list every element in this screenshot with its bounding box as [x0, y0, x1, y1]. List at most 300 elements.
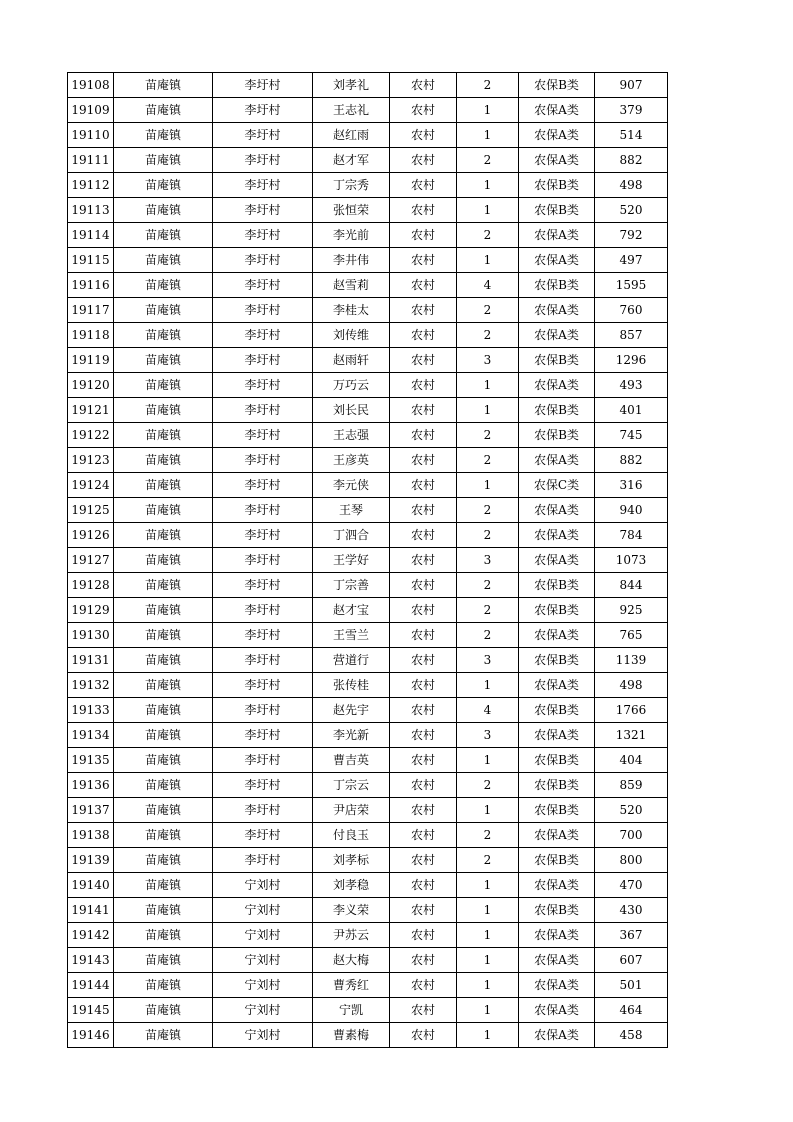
amount-cell: 520 [595, 198, 668, 223]
household-count-cell: 2 [457, 573, 519, 598]
table-row [68, 323, 668, 348]
area-type-cell: 农村 [390, 973, 457, 998]
village-cell: 李圩村 [213, 73, 313, 98]
village-cell: 李圩村 [213, 123, 313, 148]
area-type-cell: 农村 [390, 723, 457, 748]
village-cell: 李圩村 [213, 548, 313, 573]
record-id-cell: 19140 [68, 873, 114, 898]
amount-cell: 857 [595, 323, 668, 348]
record-id-cell: 19145 [68, 998, 114, 1023]
amount-cell: 1766 [595, 698, 668, 723]
area-type-cell: 农村 [390, 223, 457, 248]
name-cell: 刘孝礼 [313, 73, 390, 98]
area-type-cell: 农村 [390, 123, 457, 148]
record-id-cell: 19113 [68, 198, 114, 223]
record-id-cell: 19128 [68, 573, 114, 598]
name-cell: 赵先宇 [313, 698, 390, 723]
name-cell: 丁泗合 [313, 523, 390, 548]
town-cell: 苗庵镇 [114, 823, 213, 848]
table-row [68, 973, 668, 998]
area-type-cell: 农村 [390, 1023, 457, 1048]
table-row [68, 948, 668, 973]
record-id-cell: 19141 [68, 898, 114, 923]
table-row [68, 698, 668, 723]
area-type-cell: 农村 [390, 898, 457, 923]
town-cell: 苗庵镇 [114, 623, 213, 648]
village-cell: 李圩村 [213, 423, 313, 448]
record-id-cell: 19126 [68, 523, 114, 548]
record-id-cell: 19142 [68, 923, 114, 948]
household-count-cell: 1 [457, 173, 519, 198]
record-id-cell: 19110 [68, 123, 114, 148]
table-row [68, 773, 668, 798]
table-row [68, 423, 668, 448]
household-count-cell: 3 [457, 548, 519, 573]
amount-cell: 501 [595, 973, 668, 998]
town-cell: 苗庵镇 [114, 148, 213, 173]
area-type-cell: 农村 [390, 73, 457, 98]
village-cell: 李圩村 [213, 448, 313, 473]
town-cell: 苗庵镇 [114, 348, 213, 373]
table-row [68, 998, 668, 1023]
area-type-cell: 农村 [390, 323, 457, 348]
town-cell: 苗庵镇 [114, 298, 213, 323]
category-cell: 农保A类 [519, 1023, 595, 1048]
area-type-cell: 农村 [390, 923, 457, 948]
amount-cell: 367 [595, 923, 668, 948]
town-cell: 苗庵镇 [114, 698, 213, 723]
area-type-cell: 农村 [390, 673, 457, 698]
category-cell: 农保A类 [519, 998, 595, 1023]
record-id-cell: 19143 [68, 948, 114, 973]
name-cell: 刘孝标 [313, 848, 390, 873]
town-cell: 苗庵镇 [114, 523, 213, 548]
name-cell: 王琴 [313, 498, 390, 523]
category-cell: 农保A类 [519, 723, 595, 748]
record-id-cell: 19124 [68, 473, 114, 498]
name-cell: 赵才宝 [313, 598, 390, 623]
name-cell: 刘传维 [313, 323, 390, 348]
area-type-cell: 农村 [390, 298, 457, 323]
household-count-cell: 2 [457, 423, 519, 448]
amount-cell: 907 [595, 73, 668, 98]
amount-cell: 379 [595, 98, 668, 123]
table-row [68, 348, 668, 373]
amount-cell: 404 [595, 748, 668, 773]
record-id-cell: 19130 [68, 623, 114, 648]
record-id-cell: 19119 [68, 348, 114, 373]
town-cell: 苗庵镇 [114, 873, 213, 898]
category-cell: 农保B类 [519, 173, 595, 198]
record-id-cell: 19137 [68, 798, 114, 823]
category-cell: 农保B类 [519, 273, 595, 298]
table-row [68, 123, 668, 148]
household-count-cell: 2 [457, 523, 519, 548]
category-cell: 农保A类 [519, 973, 595, 998]
area-type-cell: 农村 [390, 873, 457, 898]
area-type-cell: 农村 [390, 98, 457, 123]
area-type-cell: 农村 [390, 823, 457, 848]
village-cell: 李圩村 [213, 848, 313, 873]
record-id-cell: 19144 [68, 973, 114, 998]
area-type-cell: 农村 [390, 748, 457, 773]
area-type-cell: 农村 [390, 523, 457, 548]
village-cell: 李圩村 [213, 198, 313, 223]
village-cell: 李圩村 [213, 148, 313, 173]
area-type-cell: 农村 [390, 198, 457, 223]
name-cell: 李桂太 [313, 298, 390, 323]
record-id-cell: 19112 [68, 173, 114, 198]
table-row [68, 748, 668, 773]
area-type-cell: 农村 [390, 948, 457, 973]
household-count-cell: 1 [457, 398, 519, 423]
area-type-cell: 农村 [390, 448, 457, 473]
amount-cell: 493 [595, 373, 668, 398]
name-cell: 王志礼 [313, 98, 390, 123]
record-id-cell: 19132 [68, 673, 114, 698]
record-id-cell: 19129 [68, 598, 114, 623]
household-count-cell: 4 [457, 273, 519, 298]
village-cell: 李圩村 [213, 573, 313, 598]
name-cell: 王志强 [313, 423, 390, 448]
town-cell: 苗庵镇 [114, 173, 213, 198]
name-cell: 赵红雨 [313, 123, 390, 148]
household-count-cell: 1 [457, 873, 519, 898]
village-cell: 李圩村 [213, 373, 313, 398]
category-cell: 农保A类 [519, 373, 595, 398]
table-row [68, 173, 668, 198]
name-cell: 赵才军 [313, 148, 390, 173]
name-cell: 李光新 [313, 723, 390, 748]
amount-cell: 470 [595, 873, 668, 898]
record-id-cell: 19117 [68, 298, 114, 323]
area-type-cell: 农村 [390, 848, 457, 873]
category-cell: 农保B类 [519, 573, 595, 598]
amount-cell: 498 [595, 173, 668, 198]
table-row [68, 98, 668, 123]
record-id-cell: 19138 [68, 823, 114, 848]
area-type-cell: 农村 [390, 473, 457, 498]
table-body [68, 73, 668, 1048]
category-cell: 农保A类 [519, 548, 595, 573]
village-cell: 宁刘村 [213, 873, 313, 898]
record-id-cell: 19123 [68, 448, 114, 473]
record-id-cell: 19121 [68, 398, 114, 423]
household-count-cell: 1 [457, 248, 519, 273]
table-row [68, 848, 668, 873]
amount-cell: 784 [595, 523, 668, 548]
area-type-cell: 农村 [390, 598, 457, 623]
name-cell: 尹店荣 [313, 798, 390, 823]
town-cell: 苗庵镇 [114, 798, 213, 823]
category-cell: 农保B类 [519, 698, 595, 723]
record-id-cell: 19136 [68, 773, 114, 798]
village-cell: 李圩村 [213, 323, 313, 348]
name-cell: 刘孝稳 [313, 873, 390, 898]
household-count-cell: 2 [457, 223, 519, 248]
area-type-cell: 农村 [390, 623, 457, 648]
household-count-cell: 2 [457, 323, 519, 348]
table-row [68, 823, 668, 848]
record-id-cell: 19139 [68, 848, 114, 873]
amount-cell: 1296 [595, 348, 668, 373]
town-cell: 苗庵镇 [114, 773, 213, 798]
area-type-cell: 农村 [390, 573, 457, 598]
table-row [68, 923, 668, 948]
amount-cell: 1321 [595, 723, 668, 748]
household-count-cell: 4 [457, 698, 519, 723]
category-cell: 农保A类 [519, 873, 595, 898]
table-row [68, 723, 668, 748]
category-cell: 农保A类 [519, 223, 595, 248]
category-cell: 农保A类 [519, 323, 595, 348]
village-cell: 宁刘村 [213, 898, 313, 923]
amount-cell: 940 [595, 498, 668, 523]
table-row [68, 673, 668, 698]
category-cell: 农保A类 [519, 673, 595, 698]
village-cell: 李圩村 [213, 773, 313, 798]
table-row [68, 523, 668, 548]
town-cell: 苗庵镇 [114, 998, 213, 1023]
area-type-cell: 农村 [390, 798, 457, 823]
name-cell: 赵雪莉 [313, 273, 390, 298]
table-row [68, 198, 668, 223]
household-count-cell: 2 [457, 598, 519, 623]
category-cell: 农保B类 [519, 73, 595, 98]
record-id-cell: 19146 [68, 1023, 114, 1048]
village-cell: 李圩村 [213, 348, 313, 373]
amount-cell: 514 [595, 123, 668, 148]
town-cell: 苗庵镇 [114, 648, 213, 673]
town-cell: 苗庵镇 [114, 248, 213, 273]
town-cell: 苗庵镇 [114, 373, 213, 398]
name-cell: 李义荣 [313, 898, 390, 923]
town-cell: 苗庵镇 [114, 848, 213, 873]
village-cell: 宁刘村 [213, 1023, 313, 1048]
household-count-cell: 1 [457, 373, 519, 398]
town-cell: 苗庵镇 [114, 973, 213, 998]
amount-cell: 792 [595, 223, 668, 248]
name-cell: 丁宗善 [313, 573, 390, 598]
table-row [68, 248, 668, 273]
household-count-cell: 2 [457, 148, 519, 173]
town-cell: 苗庵镇 [114, 473, 213, 498]
village-cell: 李圩村 [213, 473, 313, 498]
name-cell: 张传桂 [313, 673, 390, 698]
amount-cell: 882 [595, 448, 668, 473]
name-cell: 万巧云 [313, 373, 390, 398]
record-id-cell: 19131 [68, 648, 114, 673]
record-id-cell: 19115 [68, 248, 114, 273]
category-cell: 农保B类 [519, 848, 595, 873]
village-cell: 李圩村 [213, 498, 313, 523]
category-cell: 农保A类 [519, 248, 595, 273]
table-row [68, 73, 668, 98]
amount-cell: 607 [595, 948, 668, 973]
name-cell: 李元侠 [313, 473, 390, 498]
area-type-cell: 农村 [390, 773, 457, 798]
name-cell: 丁宗云 [313, 773, 390, 798]
town-cell: 苗庵镇 [114, 948, 213, 973]
area-type-cell: 农村 [390, 273, 457, 298]
town-cell: 苗庵镇 [114, 1023, 213, 1048]
village-cell: 李圩村 [213, 298, 313, 323]
household-count-cell: 1 [457, 898, 519, 923]
town-cell: 苗庵镇 [114, 923, 213, 948]
table-row [68, 223, 668, 248]
table-row [68, 373, 668, 398]
village-cell: 李圩村 [213, 823, 313, 848]
table-row [68, 598, 668, 623]
town-cell: 苗庵镇 [114, 548, 213, 573]
table-row [68, 473, 668, 498]
name-cell: 曹秀红 [313, 973, 390, 998]
town-cell: 苗庵镇 [114, 223, 213, 248]
table-row [68, 448, 668, 473]
name-cell: 张恒荣 [313, 198, 390, 223]
amount-cell: 925 [595, 598, 668, 623]
category-cell: 农保A类 [519, 623, 595, 648]
village-cell: 宁刘村 [213, 998, 313, 1023]
table-row [68, 873, 668, 898]
village-cell: 李圩村 [213, 398, 313, 423]
table-row [68, 148, 668, 173]
name-cell: 李井伟 [313, 248, 390, 273]
name-cell: 王学好 [313, 548, 390, 573]
table-row [68, 573, 668, 598]
village-cell: 李圩村 [213, 248, 313, 273]
household-count-cell: 2 [457, 848, 519, 873]
record-id-cell: 19114 [68, 223, 114, 248]
category-cell: 农保A类 [519, 523, 595, 548]
record-id-cell: 19133 [68, 698, 114, 723]
household-count-cell: 1 [457, 998, 519, 1023]
amount-cell: 401 [595, 398, 668, 423]
village-cell: 宁刘村 [213, 948, 313, 973]
area-type-cell: 农村 [390, 248, 457, 273]
category-cell: 农保A类 [519, 823, 595, 848]
village-cell: 李圩村 [213, 98, 313, 123]
table-row [68, 1023, 668, 1048]
household-count-cell: 1 [457, 748, 519, 773]
category-cell: 农保A类 [519, 948, 595, 973]
village-cell: 李圩村 [213, 223, 313, 248]
town-cell: 苗庵镇 [114, 498, 213, 523]
category-cell: 农保A类 [519, 923, 595, 948]
village-cell: 李圩村 [213, 623, 313, 648]
household-count-cell: 3 [457, 723, 519, 748]
table-row [68, 623, 668, 648]
amount-cell: 1139 [595, 648, 668, 673]
category-cell: 农保B类 [519, 598, 595, 623]
village-cell: 李圩村 [213, 273, 313, 298]
village-cell: 李圩村 [213, 673, 313, 698]
amount-cell: 745 [595, 423, 668, 448]
record-id-cell: 19125 [68, 498, 114, 523]
household-count-cell: 2 [457, 823, 519, 848]
record-id-cell: 19111 [68, 148, 114, 173]
household-count-cell: 1 [457, 123, 519, 148]
name-cell: 营道行 [313, 648, 390, 673]
record-id-cell: 19116 [68, 273, 114, 298]
amount-cell: 497 [595, 248, 668, 273]
table-row [68, 498, 668, 523]
household-count-cell: 1 [457, 1023, 519, 1048]
name-cell: 刘长民 [313, 398, 390, 423]
household-count-cell: 1 [457, 98, 519, 123]
town-cell: 苗庵镇 [114, 748, 213, 773]
town-cell: 苗庵镇 [114, 123, 213, 148]
amount-cell: 1073 [595, 548, 668, 573]
record-id-cell: 19127 [68, 548, 114, 573]
household-count-cell: 1 [457, 673, 519, 698]
name-cell: 付良玉 [313, 823, 390, 848]
record-id-cell: 19134 [68, 723, 114, 748]
household-count-cell: 3 [457, 348, 519, 373]
amount-cell: 458 [595, 1023, 668, 1048]
table-row [68, 548, 668, 573]
amount-cell: 844 [595, 573, 668, 598]
category-cell: 农保B类 [519, 798, 595, 823]
household-count-cell: 1 [457, 923, 519, 948]
table-row [68, 298, 668, 323]
village-cell: 李圩村 [213, 748, 313, 773]
village-cell: 李圩村 [213, 698, 313, 723]
area-type-cell: 农村 [390, 423, 457, 448]
town-cell: 苗庵镇 [114, 398, 213, 423]
amount-cell: 316 [595, 473, 668, 498]
area-type-cell: 农村 [390, 173, 457, 198]
area-type-cell: 农村 [390, 698, 457, 723]
category-cell: 农保C类 [519, 473, 595, 498]
category-cell: 农保B类 [519, 748, 595, 773]
category-cell: 农保B类 [519, 398, 595, 423]
table-row [68, 273, 668, 298]
household-count-cell: 3 [457, 648, 519, 673]
amount-cell: 464 [595, 998, 668, 1023]
category-cell: 农保A类 [519, 448, 595, 473]
town-cell: 苗庵镇 [114, 448, 213, 473]
area-type-cell: 农村 [390, 348, 457, 373]
category-cell: 农保A类 [519, 98, 595, 123]
amount-cell: 520 [595, 798, 668, 823]
category-cell: 农保B类 [519, 648, 595, 673]
record-id-cell: 19120 [68, 373, 114, 398]
category-cell: 农保A类 [519, 123, 595, 148]
town-cell: 苗庵镇 [114, 73, 213, 98]
name-cell: 曹吉英 [313, 748, 390, 773]
village-cell: 李圩村 [213, 723, 313, 748]
name-cell: 尹苏云 [313, 923, 390, 948]
category-cell: 农保A类 [519, 148, 595, 173]
area-type-cell: 农村 [390, 648, 457, 673]
table-row [68, 798, 668, 823]
household-count-cell: 2 [457, 773, 519, 798]
table-row [68, 648, 668, 673]
household-count-cell: 2 [457, 498, 519, 523]
amount-cell: 800 [595, 848, 668, 873]
name-cell: 宁凯 [313, 998, 390, 1023]
town-cell: 苗庵镇 [114, 598, 213, 623]
area-type-cell: 农村 [390, 998, 457, 1023]
category-cell: 农保A类 [519, 298, 595, 323]
household-count-cell: 1 [457, 198, 519, 223]
area-type-cell: 农村 [390, 548, 457, 573]
name-cell: 王雪兰 [313, 623, 390, 648]
category-cell: 农保B类 [519, 423, 595, 448]
category-cell: 农保B类 [519, 348, 595, 373]
area-type-cell: 农村 [390, 148, 457, 173]
